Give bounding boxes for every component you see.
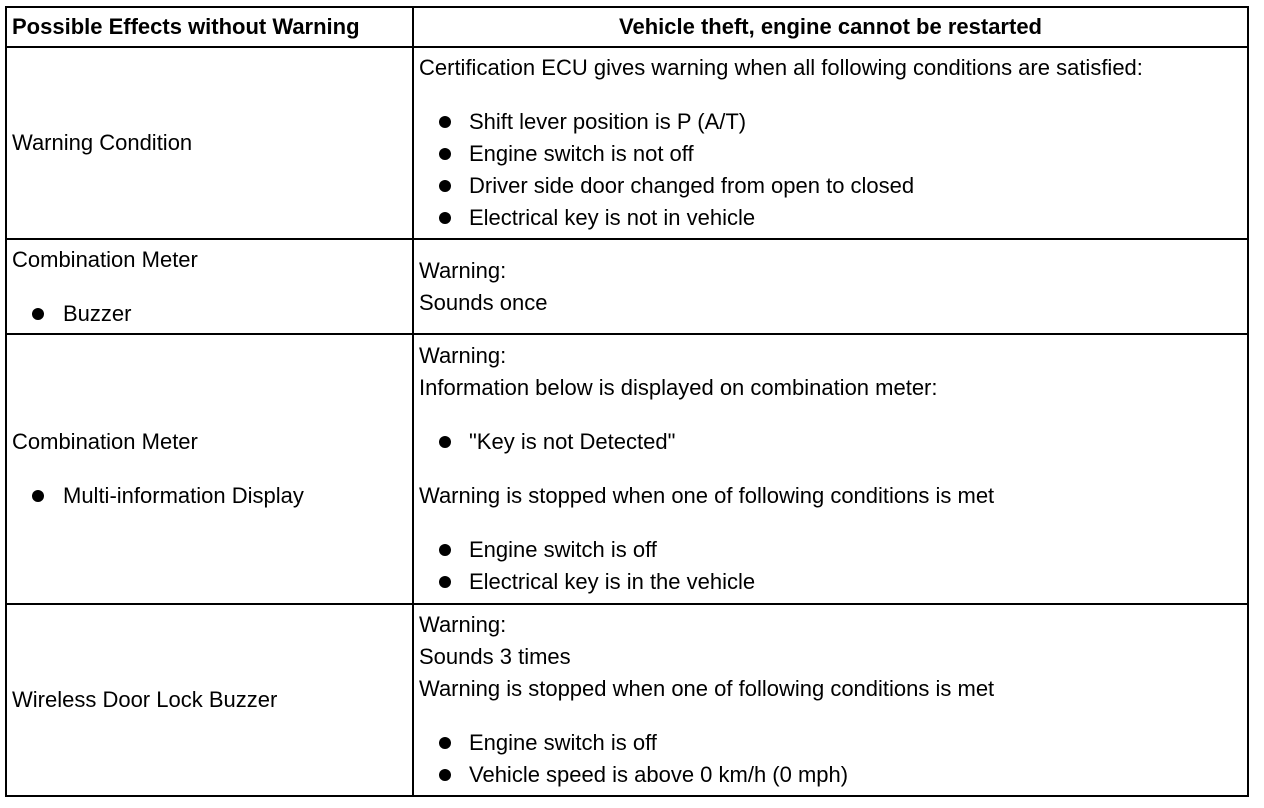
row-label-cell [6,334,413,604]
table-row [6,604,1248,796]
stop-condition-list [419,727,1247,791]
detail-line: Sounds once [419,289,548,315]
stop-condition-list [419,534,1247,598]
table-row [6,239,1248,334]
detail-line: Warning: [419,612,507,637]
row-detail-cell [413,334,1248,604]
row-label-cell [6,604,413,796]
list-item: Engine switch is off [419,534,1247,566]
list-item: Vehicle speed is above 0 km/h (0 mph) [419,759,1247,791]
detail-line: Warning: [419,257,507,283]
row-title: Combination Meter [12,246,198,272]
row-detail-cell [413,47,1248,239]
header-row [6,7,1248,47]
condition-intro: Certification ECU gives warning when all following conditions are satisfied: [419,55,1143,80]
bullet-icon [439,212,451,224]
row-label-cell [6,47,413,239]
bullet-icon [439,116,451,128]
row-title: Combination Meter [12,429,198,454]
bullet-icon [439,576,451,588]
detail-line: Warning is stopped when one of following conditions is met [419,676,995,701]
warning-effects-table [5,6,1249,797]
list-item: "Key is not Detected" [419,426,1247,458]
row-label-cell [6,239,413,334]
condition-list [419,106,1247,234]
row-detail-cell [413,604,1248,796]
bullet-icon [439,148,451,160]
detail-line: Warning: [419,343,507,368]
bullet-icon [439,544,451,556]
bullet-icon [439,436,451,448]
component-list [12,298,412,330]
bullet-icon [32,490,44,502]
bullet-icon [439,180,451,192]
stop-condition-text: Warning is stopped when one of following conditions is met [419,483,995,508]
row-title: Wireless Door Lock Buzzer [12,687,278,712]
detail-line: Information below is displayed on combination meter: [419,375,938,400]
table-row [6,334,1248,604]
list-item: Shift lever position is P (A/T) [419,106,1247,138]
header-possible-effects: Possible Effects without Warning [6,7,413,47]
list-item: Driver side door changed from open to closed [419,170,1247,202]
list-item: Engine switch is not off [419,138,1247,170]
row-detail-cell [413,239,1248,334]
list-item: Multi-information Display [12,480,412,512]
list-item: Electrical key is not in vehicle [419,202,1247,234]
list-item: Engine switch is off [419,727,1247,759]
list-item: Electrical key is in the vehicle [419,566,1247,598]
header-vehicle-theft: Vehicle theft, engine cannot be restarted [413,7,1248,47]
display-message-list [419,426,1247,458]
table-row [6,47,1248,239]
bullet-icon [439,737,451,749]
detail-line: Sounds 3 times [419,644,571,669]
row-title: Warning Condition [12,130,193,155]
list-item: Buzzer [12,298,412,330]
component-list [12,480,412,512]
bullet-icon [439,769,451,781]
bullet-icon [32,308,44,320]
